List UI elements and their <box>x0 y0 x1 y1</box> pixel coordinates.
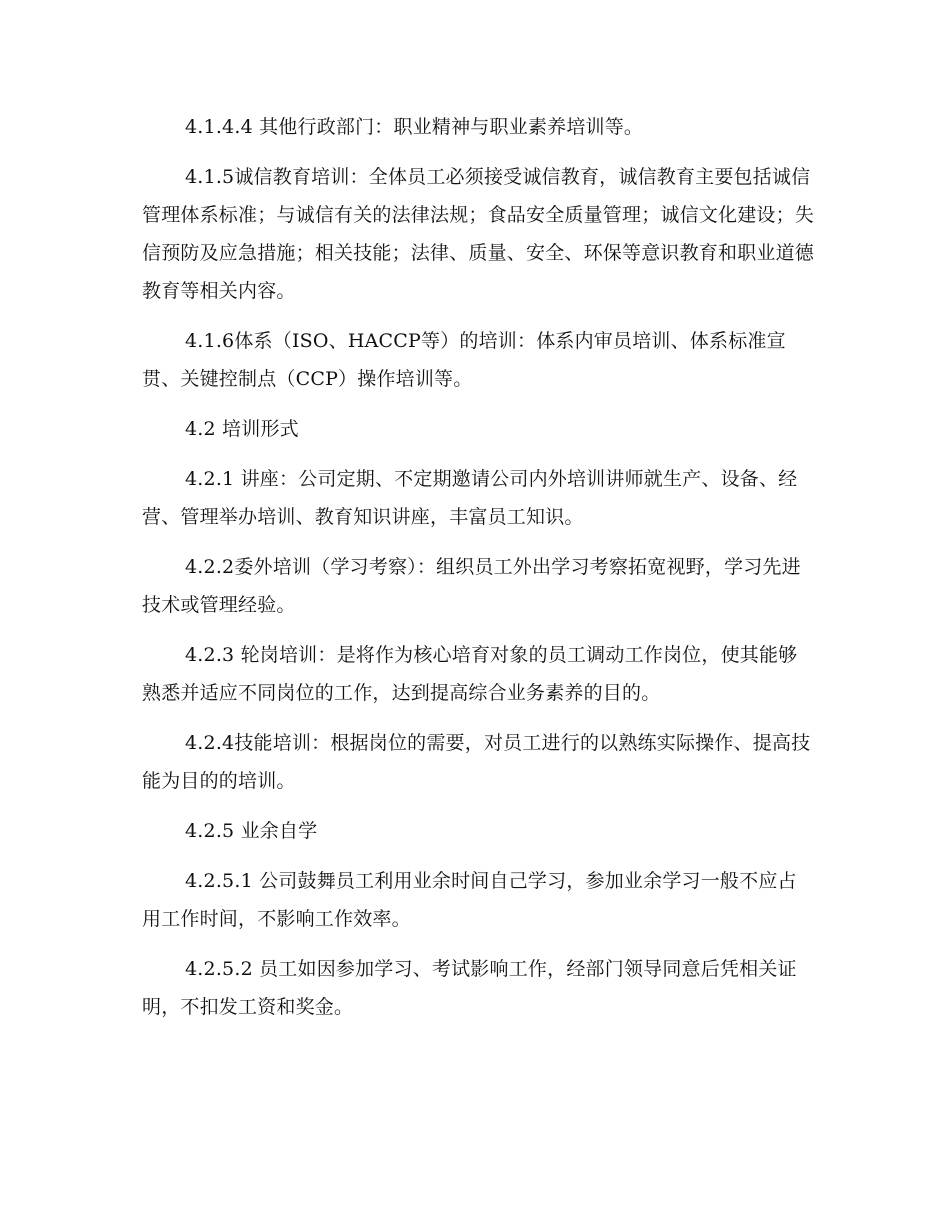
heading-4-2-5: 4.2.5 业余自学 <box>185 820 318 842</box>
document-body <box>142 108 814 1038</box>
paragraph-4-2-1: 4.2.1 讲座：公司定期、不定期邀请公司内外培训讲师就生产、设备、经营、管理举办培训、教育知识讲座，丰富员工知识。 <box>142 468 798 528</box>
paragraph-4-2-4: 4.2.4技能培训：根据岗位的需要，对员工进行的以熟练实际操作、提高技能为目的的培训。 <box>142 732 811 792</box>
heading-4-2: 4.2 培训形式 <box>185 418 299 440</box>
paragraph-4-2-2: 4.2.2委外培训（学习考察）：组织员工外出学习考察拓宽视野，学习先进技术或管理经验。 <box>142 556 801 616</box>
paragraph-4-2-3: 4.2.3 轮岗培训：是将作为核心培育对象的员工调动工作岗位，使其能够熟悉并适应不同岗位的工作，达到提高综合业务素养的目的。 <box>142 644 798 704</box>
paragraph-4-1-6: 4.1.6体系（ISO、HACCP等）的培训：体系内审员培训、体系标准宣贯、关键控制点（CCP）操作培训等。 <box>142 330 786 390</box>
paragraph-4-2-5-2: 4.2.5.2 员工如因参加学习、考试影响工作，经部门领导同意后凭相关证明，不扣发工资和奖金。 <box>142 958 797 1018</box>
paragraph-4-1-4-4: 4.1.4.4 其他行政部门：职业精神与职业素养培训等。 <box>185 116 644 138</box>
paragraph-4-1-5: 4.1.5诚信教育培训：全体员工必须接受诚信教育，诚信教育主要包括诚信管理体系标准；与诚信有关的法律法规；食品安全质量管理；诚信文化建设；失信预防及应急措施；相关技能；法律、质量、安全、环保等意识教育和职业道德教育等相关内容。 <box>142 166 815 302</box>
paragraph-4-2-5-1: 4.2.5.1 公司鼓舞员工利用业余时间自己学习，参加业余学习一般不应占用工作时间，不影响工作效率。 <box>142 870 797 930</box>
